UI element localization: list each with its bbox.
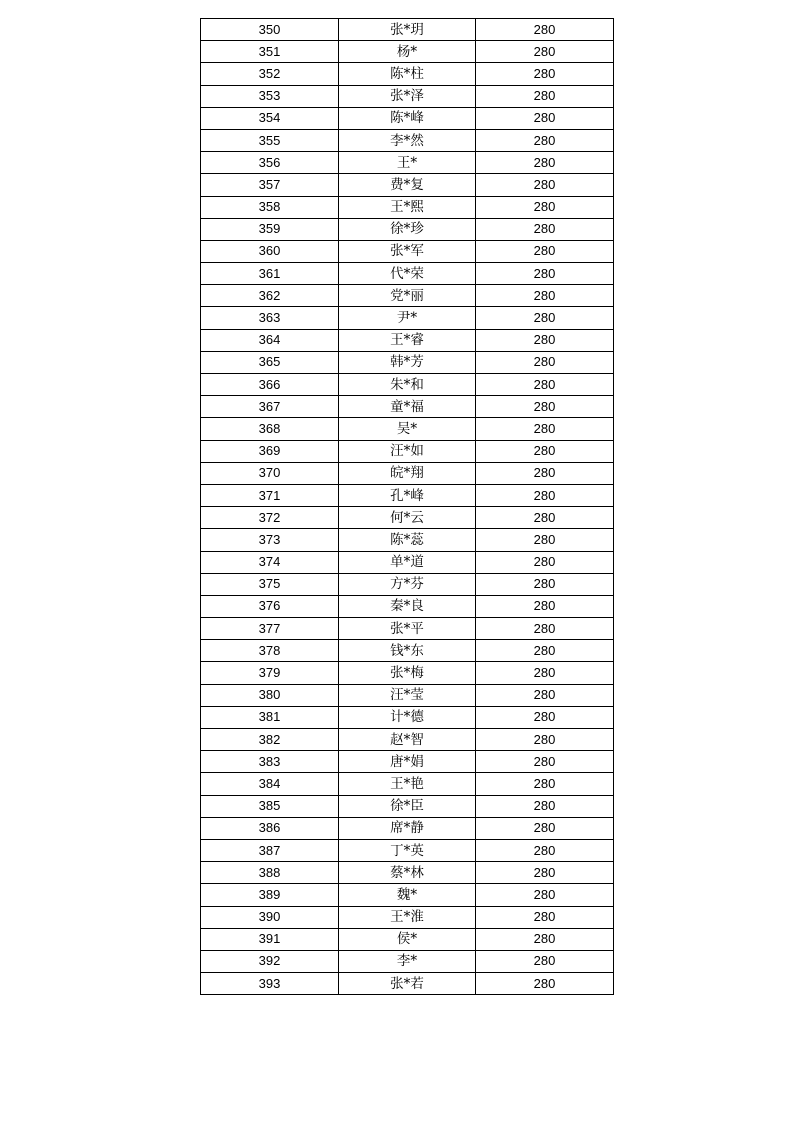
row-number-cell: 390 xyxy=(201,906,339,928)
name-cell: 魏* xyxy=(339,884,476,906)
row-number-cell: 382 xyxy=(201,729,339,751)
table-row xyxy=(201,351,614,373)
amount-cell: 280 xyxy=(476,551,614,573)
amount-cell: 280 xyxy=(476,263,614,285)
table-row xyxy=(201,19,614,41)
row-number-cell: 350 xyxy=(201,19,339,41)
table-row xyxy=(201,662,614,684)
name-cell: 王*艳 xyxy=(339,773,476,795)
name-cell: 计*德 xyxy=(339,706,476,728)
amount-cell: 280 xyxy=(476,884,614,906)
amount-cell: 280 xyxy=(476,329,614,351)
name-cell: 孔*峰 xyxy=(339,484,476,506)
amount-cell: 280 xyxy=(476,928,614,950)
row-number-cell: 357 xyxy=(201,174,339,196)
name-cell: 童*福 xyxy=(339,396,476,418)
name-cell: 王*熙 xyxy=(339,196,476,218)
amount-cell: 280 xyxy=(476,751,614,773)
amount-cell: 280 xyxy=(476,839,614,861)
amount-cell: 280 xyxy=(476,196,614,218)
name-cell: 汪*如 xyxy=(339,440,476,462)
table-row xyxy=(201,529,614,551)
name-cell: 方*芬 xyxy=(339,573,476,595)
name-cell: 汪*莹 xyxy=(339,684,476,706)
name-cell: 唐*娟 xyxy=(339,751,476,773)
row-number-cell: 375 xyxy=(201,573,339,595)
amount-cell: 280 xyxy=(476,63,614,85)
row-number-cell: 374 xyxy=(201,551,339,573)
name-cell: 张*平 xyxy=(339,618,476,640)
table-row xyxy=(201,973,614,995)
amount-cell: 280 xyxy=(476,396,614,418)
table-row xyxy=(201,462,614,484)
table-row xyxy=(201,484,614,506)
name-cell: 王*睿 xyxy=(339,329,476,351)
name-cell: 徐*珍 xyxy=(339,218,476,240)
amount-cell: 280 xyxy=(476,240,614,262)
row-number-cell: 355 xyxy=(201,129,339,151)
amount-cell: 280 xyxy=(476,41,614,63)
row-number-cell: 379 xyxy=(201,662,339,684)
name-cell: 陈*峰 xyxy=(339,107,476,129)
name-cell: 张*泽 xyxy=(339,85,476,107)
amount-cell: 280 xyxy=(476,85,614,107)
row-number-cell: 391 xyxy=(201,928,339,950)
row-number-cell: 360 xyxy=(201,240,339,262)
name-cell: 李*然 xyxy=(339,129,476,151)
table-row xyxy=(201,218,614,240)
name-cell: 陈*柱 xyxy=(339,63,476,85)
name-cell: 侯* xyxy=(339,928,476,950)
amount-cell: 280 xyxy=(476,706,614,728)
amount-cell: 280 xyxy=(476,862,614,884)
name-cell: 王* xyxy=(339,152,476,174)
roster-table xyxy=(200,18,614,995)
amount-cell: 280 xyxy=(476,484,614,506)
name-cell: 丁*英 xyxy=(339,839,476,861)
row-number-cell: 351 xyxy=(201,41,339,63)
name-cell: 张*玥 xyxy=(339,19,476,41)
amount-cell: 280 xyxy=(476,817,614,839)
row-number-cell: 363 xyxy=(201,307,339,329)
name-cell: 李* xyxy=(339,950,476,972)
amount-cell: 280 xyxy=(476,374,614,396)
name-cell: 代*荣 xyxy=(339,263,476,285)
table-row xyxy=(201,107,614,129)
row-number-cell: 383 xyxy=(201,751,339,773)
amount-cell: 280 xyxy=(476,129,614,151)
name-cell: 张*军 xyxy=(339,240,476,262)
table-row xyxy=(201,285,614,307)
amount-cell: 280 xyxy=(476,973,614,995)
name-cell: 陈*蕊 xyxy=(339,529,476,551)
table-row xyxy=(201,396,614,418)
amount-cell: 280 xyxy=(476,684,614,706)
row-number-cell: 377 xyxy=(201,618,339,640)
amount-cell: 280 xyxy=(476,462,614,484)
row-number-cell: 359 xyxy=(201,218,339,240)
row-number-cell: 376 xyxy=(201,595,339,617)
amount-cell: 280 xyxy=(476,795,614,817)
table-row xyxy=(201,640,614,662)
name-cell: 韩*芳 xyxy=(339,351,476,373)
name-cell: 朱*和 xyxy=(339,374,476,396)
amount-cell: 280 xyxy=(476,285,614,307)
row-number-cell: 389 xyxy=(201,884,339,906)
amount-cell: 280 xyxy=(476,529,614,551)
name-cell: 皖*翔 xyxy=(339,462,476,484)
name-cell: 费*复 xyxy=(339,174,476,196)
name-cell: 吴* xyxy=(339,418,476,440)
row-number-cell: 368 xyxy=(201,418,339,440)
amount-cell: 280 xyxy=(476,573,614,595)
table-row xyxy=(201,906,614,928)
table-row xyxy=(201,839,614,861)
amount-cell: 280 xyxy=(476,618,614,640)
amount-cell: 280 xyxy=(476,950,614,972)
row-number-cell: 373 xyxy=(201,529,339,551)
name-cell: 王*淮 xyxy=(339,906,476,928)
name-cell: 秦*良 xyxy=(339,595,476,617)
table-row xyxy=(201,706,614,728)
table-row xyxy=(201,374,614,396)
table-row xyxy=(201,573,614,595)
amount-cell: 280 xyxy=(476,773,614,795)
table-row xyxy=(201,63,614,85)
row-number-cell: 366 xyxy=(201,374,339,396)
name-cell: 钱*东 xyxy=(339,640,476,662)
amount-cell: 280 xyxy=(476,174,614,196)
table-row xyxy=(201,862,614,884)
table-row xyxy=(201,729,614,751)
amount-cell: 280 xyxy=(476,307,614,329)
row-number-cell: 392 xyxy=(201,950,339,972)
row-number-cell: 386 xyxy=(201,817,339,839)
table-row xyxy=(201,817,614,839)
name-cell: 徐*臣 xyxy=(339,795,476,817)
row-number-cell: 352 xyxy=(201,63,339,85)
table-row xyxy=(201,41,614,63)
name-cell: 赵*智 xyxy=(339,729,476,751)
row-number-cell: 378 xyxy=(201,640,339,662)
table-row xyxy=(201,263,614,285)
table-row xyxy=(201,618,614,640)
row-number-cell: 381 xyxy=(201,706,339,728)
name-cell: 何*云 xyxy=(339,507,476,529)
table-row xyxy=(201,307,614,329)
table-row xyxy=(201,684,614,706)
amount-cell: 280 xyxy=(476,19,614,41)
row-number-cell: 367 xyxy=(201,396,339,418)
amount-cell: 280 xyxy=(476,418,614,440)
row-number-cell: 387 xyxy=(201,839,339,861)
row-number-cell: 380 xyxy=(201,684,339,706)
amount-cell: 280 xyxy=(476,640,614,662)
row-number-cell: 371 xyxy=(201,484,339,506)
amount-cell: 280 xyxy=(476,662,614,684)
amount-cell: 280 xyxy=(476,152,614,174)
name-cell: 蔡*林 xyxy=(339,862,476,884)
row-number-cell: 361 xyxy=(201,263,339,285)
amount-cell: 280 xyxy=(476,440,614,462)
amount-cell: 280 xyxy=(476,906,614,928)
amount-cell: 280 xyxy=(476,729,614,751)
table-row xyxy=(201,795,614,817)
table-row xyxy=(201,240,614,262)
row-number-cell: 393 xyxy=(201,973,339,995)
table-row xyxy=(201,551,614,573)
table-row xyxy=(201,773,614,795)
row-number-cell: 369 xyxy=(201,440,339,462)
table-row xyxy=(201,196,614,218)
row-number-cell: 353 xyxy=(201,85,339,107)
name-cell: 席*静 xyxy=(339,817,476,839)
row-number-cell: 365 xyxy=(201,351,339,373)
row-number-cell: 388 xyxy=(201,862,339,884)
row-number-cell: 356 xyxy=(201,152,339,174)
row-number-cell: 358 xyxy=(201,196,339,218)
amount-cell: 280 xyxy=(476,351,614,373)
table-row xyxy=(201,329,614,351)
row-number-cell: 364 xyxy=(201,329,339,351)
table-row xyxy=(201,884,614,906)
table-row xyxy=(201,595,614,617)
row-number-cell: 370 xyxy=(201,462,339,484)
roster-table-body xyxy=(201,19,614,995)
table-row xyxy=(201,950,614,972)
amount-cell: 280 xyxy=(476,107,614,129)
row-number-cell: 372 xyxy=(201,507,339,529)
row-number-cell: 362 xyxy=(201,285,339,307)
table-row xyxy=(201,85,614,107)
amount-cell: 280 xyxy=(476,218,614,240)
table-row xyxy=(201,507,614,529)
amount-cell: 280 xyxy=(476,595,614,617)
table-row xyxy=(201,418,614,440)
row-number-cell: 354 xyxy=(201,107,339,129)
table-row xyxy=(201,152,614,174)
amount-cell: 280 xyxy=(476,507,614,529)
table-row xyxy=(201,751,614,773)
name-cell: 单*道 xyxy=(339,551,476,573)
table-row xyxy=(201,129,614,151)
name-cell: 党*丽 xyxy=(339,285,476,307)
name-cell: 杨* xyxy=(339,41,476,63)
table-row xyxy=(201,440,614,462)
table-row xyxy=(201,174,614,196)
row-number-cell: 385 xyxy=(201,795,339,817)
name-cell: 尹* xyxy=(339,307,476,329)
name-cell: 张*若 xyxy=(339,973,476,995)
row-number-cell: 384 xyxy=(201,773,339,795)
table-row xyxy=(201,928,614,950)
name-cell: 张*梅 xyxy=(339,662,476,684)
